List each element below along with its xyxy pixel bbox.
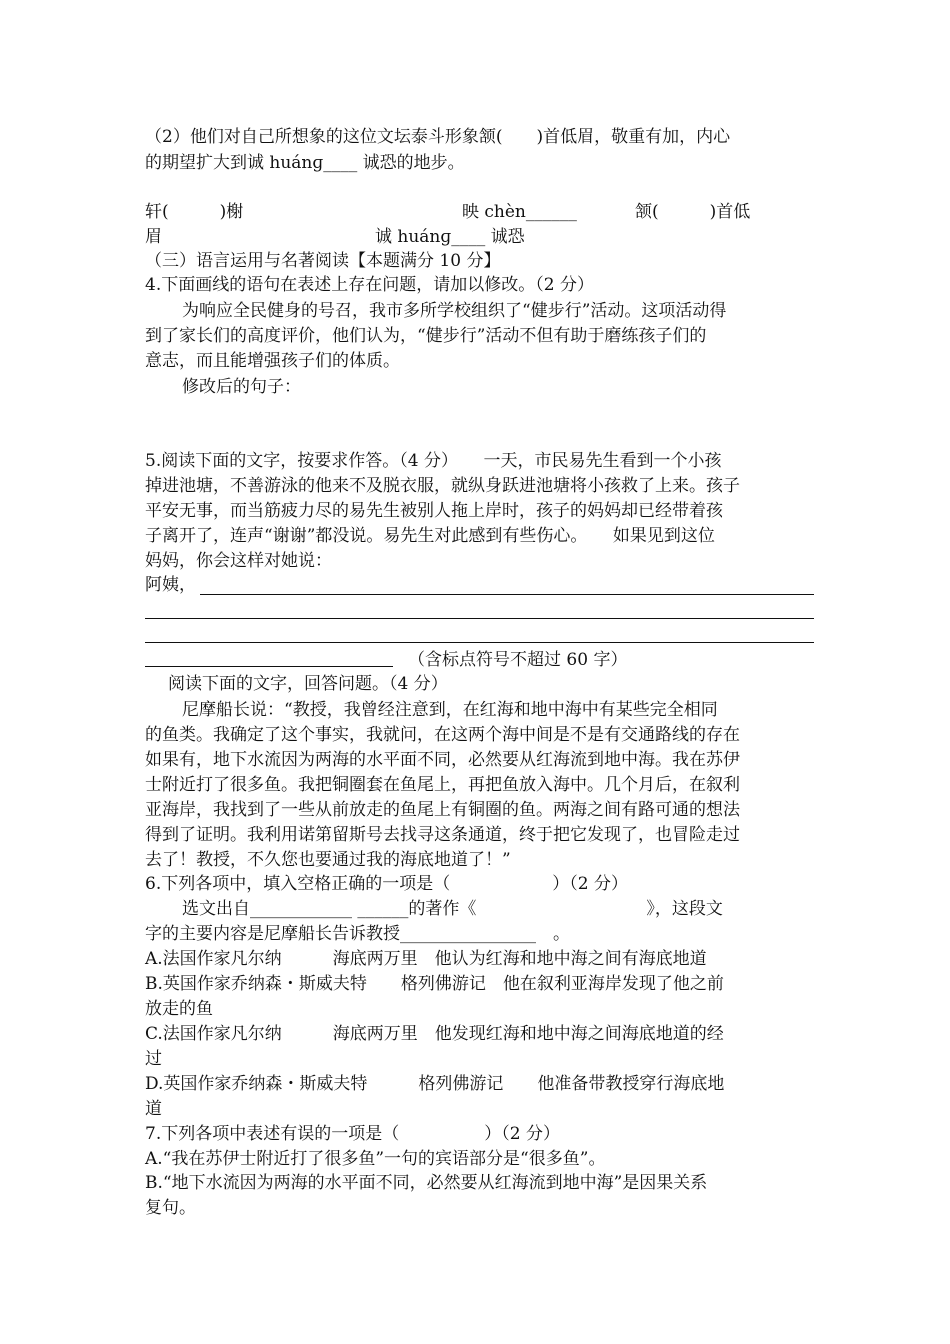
question-4-passage-line-1: 为响应全民健身的号召，我市多所学校组织了“健步行”活动。这项活动得 [182,301,727,321]
question-5-line-1: 5.阅读下面的文字，按要求作答。（4 分） 一天，市民易先生看到一个小孩 [145,451,722,471]
question-6-option-d[interactable]: D.英国作家乔纳森・斯威夫特 格列佛游记 他准备带教授穿行海底地 [145,1074,725,1094]
question-4-answer-label: 修改后的句子： [182,377,301,397]
reading-intro: 阅读下面的文字，回答问题。（4 分） [168,674,448,694]
reading-passage-line-1: 尼摩船长说：“教授，我曾经注意到，在红海和地中海中有某些完全相同 [182,700,718,720]
question-2-line-1: （2）他们对自己所想象的这位文坛泰斗形象颔( )首低眉，敬重有加，内心 [145,127,731,147]
question-6: 6.下列各项中，填入空格正确的一项是（ ）（2 分） [145,874,628,894]
pinyin-row-1-item-b: 映 chèn______ [462,202,577,222]
reading-passage-line-3: 如果有，地下水流因为两海的水平面不同，必然要从红海流到地中海。我在苏伊 [145,750,740,770]
pinyin-row-1-item-a: 轩( )榭 [145,202,244,222]
question-6-option-a[interactable]: A.法国作家凡尔纳 海底两万里 他认为红海和地中海之间有海底地道 [145,949,707,969]
question-2-line-2: 的期望扩大到诚 huánɡ____ 诚恐的地步。 [145,153,465,173]
question-4-passage-line-2: 到了家长们的高度评价，他们认为，“健步行”活动不但有助于磨练孩子们的 [145,326,707,346]
question-5-line-3: 平安无事，而当筋疲力尽的易先生被别人拖上岸时，孩子的妈妈却已经带着孩 [145,501,723,521]
question-6-option-c-cont: 过 [145,1049,162,1069]
question-5-answer-prefix: 阿姨， [145,575,196,595]
question-6-fill-line-1: 选文出自____________ ______的著作《 》，这段文 [182,899,723,919]
pinyin-row-2-item-b: 诚 huánɡ____ 诚恐 [375,227,525,247]
pinyin-row-1-item-c: 颔( )首低 [635,202,751,222]
question-5-line-2: 掉进池塘，不善游泳的他来不及脱衣服，就纵身跃进池塘将小孩救了上来。孩子 [145,476,740,496]
question-7: 7.下列各项中表述有误的一项是（ ）（2 分） [145,1124,560,1144]
section-3-title: （三）语言运用与名著阅读【本题满分 10 分】 [145,251,501,271]
answer-line-1[interactable] [200,594,814,595]
question-5-length-limit: （含标点符号不超过 60 字） [408,650,628,670]
reading-passage-line-5: 亚海岸，我找到了一些从前放走的鱼尾上有铜圈的鱼。两海之间有路可通的想法 [145,800,740,820]
reading-passage-line-6: 得到了证明。我利用诺第留斯号去找寻这条通道，终于把它发现了，也冒险走过 [145,825,740,845]
reading-passage-line-4: 士附近打了很多鱼。我把铜圈套在鱼尾上，再把鱼放入海中。几个月后，在叙利 [145,775,740,795]
question-4: 4.下面画线的语句在表述上存在问题，请加以修改。（2 分） [145,275,594,295]
reading-passage-line-2: 的鱼类。我确定了这个事实，我就问，在这两个海中间是不是有交通路线的存在 [145,725,740,745]
reading-passage-line-7: 去了！教授，不久您也要通过我的海底地道了！” [145,850,511,870]
question-6-option-b[interactable]: B.英国作家乔纳森・斯威夫特 格列佛游记 他在叙利亚海岸发现了他之前 [145,974,724,994]
question-6-option-b-cont: 放走的鱼 [145,999,213,1019]
question-7-option-b[interactable]: B.“地下水流因为两海的水平面不同，必然要从红海流到地中海”是因果关系 [145,1173,708,1193]
question-6-option-d-cont: 道 [145,1099,162,1119]
question-5-line-4: 子离开了，连声“谢谢”都没说。易先生对此感到有些伤心。 如果见到这位 [145,526,715,546]
question-7-option-a[interactable]: A.“我在苏伊士附近打了很多鱼”一句的宾语部分是“很多鱼”。 [145,1149,606,1169]
answer-line-2[interactable] [145,618,814,619]
pinyin-row-2-item-a: 眉 [145,227,162,247]
question-4-passage-line-3: 意志，而且能增强孩子们的体质。 [145,351,400,371]
question-7-option-b-cont: 复句。 [145,1198,196,1218]
question-6-option-c[interactable]: C.法国作家凡尔纳 海底两万里 他发现红海和地中海之间海底地道的经 [145,1024,724,1044]
question-6-fill-line-2: 字的主要内容是尼摩船长告诉教授________________ 。 [145,924,570,944]
answer-line-4[interactable] [145,666,393,667]
answer-line-3[interactable] [145,642,814,643]
question-5-line-5: 妈妈，你会这样对她说： [145,551,332,571]
